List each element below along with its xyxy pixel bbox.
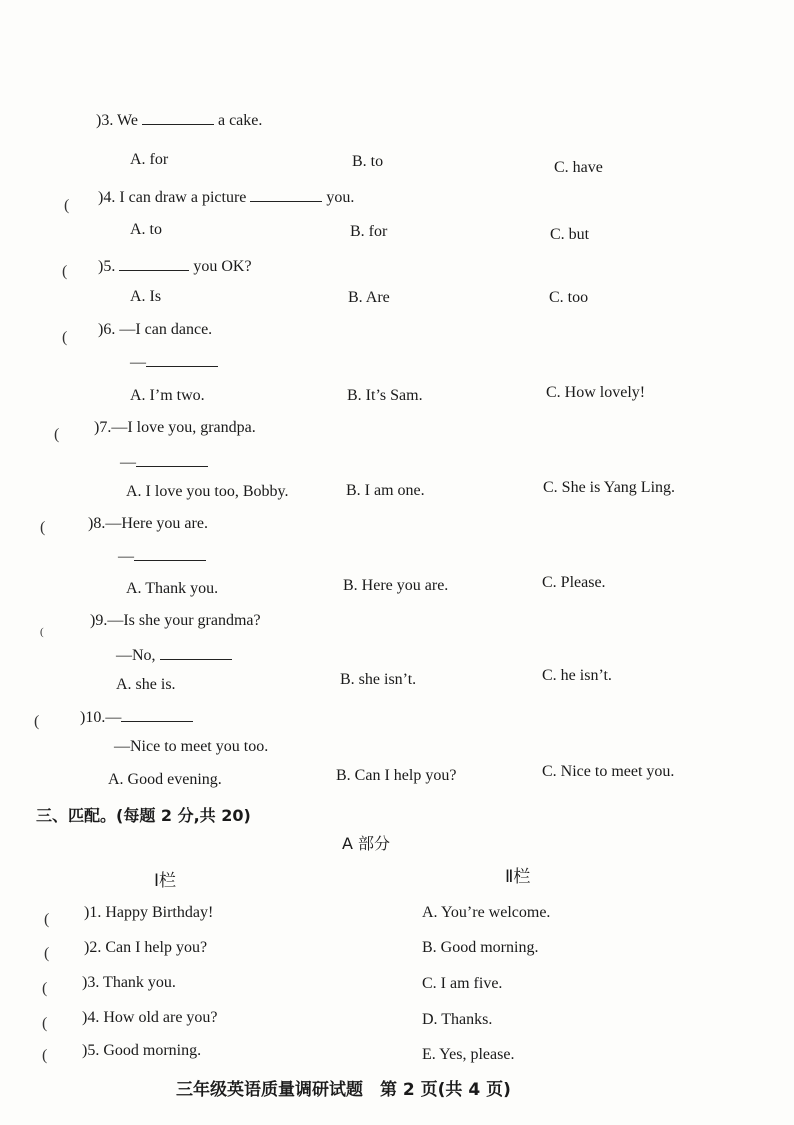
match-left-5: )5. Good morning. <box>82 1042 202 1059</box>
answer-paren: ( <box>64 197 70 214</box>
q4-stem: )4. I can draw a picture you. <box>98 189 355 206</box>
column-1-heading: Ⅰ栏 <box>154 871 177 891</box>
q4-option-b: B. for <box>350 223 388 240</box>
q8-stem: )8.—Here you are. <box>88 515 208 532</box>
answer-paren: ( <box>42 1047 48 1064</box>
q7-option-b: B. I am one. <box>346 482 425 499</box>
q5-option-a: A. Is <box>130 288 162 305</box>
answer-paren: ( <box>44 945 50 962</box>
q5-option-b: B. Are <box>348 289 390 306</box>
q6-stem: )6. —I can dance. <box>98 321 213 338</box>
q4-option-c: C. but <box>550 226 590 243</box>
q9-option-a: A. she is. <box>116 676 176 693</box>
answer-paren: ( <box>54 426 60 443</box>
answer-paren: ( <box>62 263 68 280</box>
q6-option-a: A. I’m two. <box>130 387 205 404</box>
q6-option-c: C. How lovely! <box>546 384 646 401</box>
match-right-c: C. I am five. <box>422 975 503 992</box>
answer-blank <box>250 187 322 202</box>
match-left-4: )4. How old are you? <box>82 1009 218 1026</box>
answer-paren: ( <box>42 1015 48 1032</box>
q9-reply-line: —No, <box>116 645 232 666</box>
page-footer: 三年级英语质量调研试题 第 2 页(共 4 页) <box>176 1080 511 1100</box>
q7-stem: )7.—I love you, grandpa. <box>94 419 256 436</box>
match-right-d: D. Thanks. <box>422 1011 493 1028</box>
answer-blank <box>134 546 206 561</box>
q7-option-a: A. I love you too, Bobby. <box>126 483 289 500</box>
q8-option-b: B. Here you are. <box>343 577 449 594</box>
q6-option-b: B. It’s Sam. <box>347 387 423 404</box>
answer-paren: ( <box>34 713 40 730</box>
match-right-b: B. Good morning. <box>422 939 539 956</box>
answer-paren: ( <box>44 911 50 928</box>
answer-paren: ( <box>40 519 46 536</box>
match-left-3: )3. Thank you. <box>82 974 176 991</box>
column-2-heading: Ⅱ栏 <box>505 867 531 887</box>
match-left-2: )2. Can I help you? <box>84 939 208 956</box>
answer-blank <box>119 256 189 271</box>
q5-option-c: C. too <box>549 289 589 306</box>
q9-option-b: B. she isn’t. <box>340 671 417 688</box>
match-right-a: A. You’re welcome. <box>422 904 551 921</box>
q10-reply: —Nice to meet you too. <box>114 738 269 755</box>
q9-stem: )9.—Is she your grandma? <box>90 612 261 629</box>
q7-option-c: C. She is Yang Ling. <box>543 479 676 496</box>
q10-stem: )10.— <box>80 707 193 728</box>
match-left-1: )1. Happy Birthday! <box>84 904 214 921</box>
answer-blank <box>146 352 218 367</box>
q8-option-a: A. Thank you. <box>126 580 219 597</box>
q3-option-b: B. to <box>352 153 384 170</box>
q4-option-a: A. to <box>130 221 162 238</box>
section-3-title: 三、匹配。(每题 2 分,共 20) <box>36 806 251 825</box>
match-right-e: E. Yes, please. <box>422 1046 515 1063</box>
answer-blank <box>136 452 208 467</box>
q8-option-c: C. Please. <box>542 574 606 591</box>
answer-blank <box>142 110 214 125</box>
answer-blank <box>160 645 232 660</box>
part-a-heading: A 部分 <box>342 834 391 853</box>
answer-paren: ( <box>40 626 44 638</box>
q7-reply-line: — <box>120 452 208 473</box>
answer-blank <box>121 707 193 722</box>
answer-paren: ( <box>42 980 48 997</box>
q3-stem: )3. We a cake. <box>96 112 263 129</box>
q3-option-a: A. for <box>130 151 169 168</box>
q6-reply-line: — <box>130 352 218 373</box>
q10-option-a: A. Good evening. <box>108 771 222 788</box>
q9-option-c: C. he isn’t. <box>542 667 612 684</box>
answer-paren: ( <box>62 329 68 346</box>
q3-option-c: C. have <box>554 159 603 176</box>
q8-reply-line: — <box>118 546 206 567</box>
q10-option-c: C. Nice to meet you. <box>542 763 675 780</box>
q10-option-b: B. Can I help you? <box>336 767 457 784</box>
q5-stem: )5. you OK? <box>98 258 252 275</box>
